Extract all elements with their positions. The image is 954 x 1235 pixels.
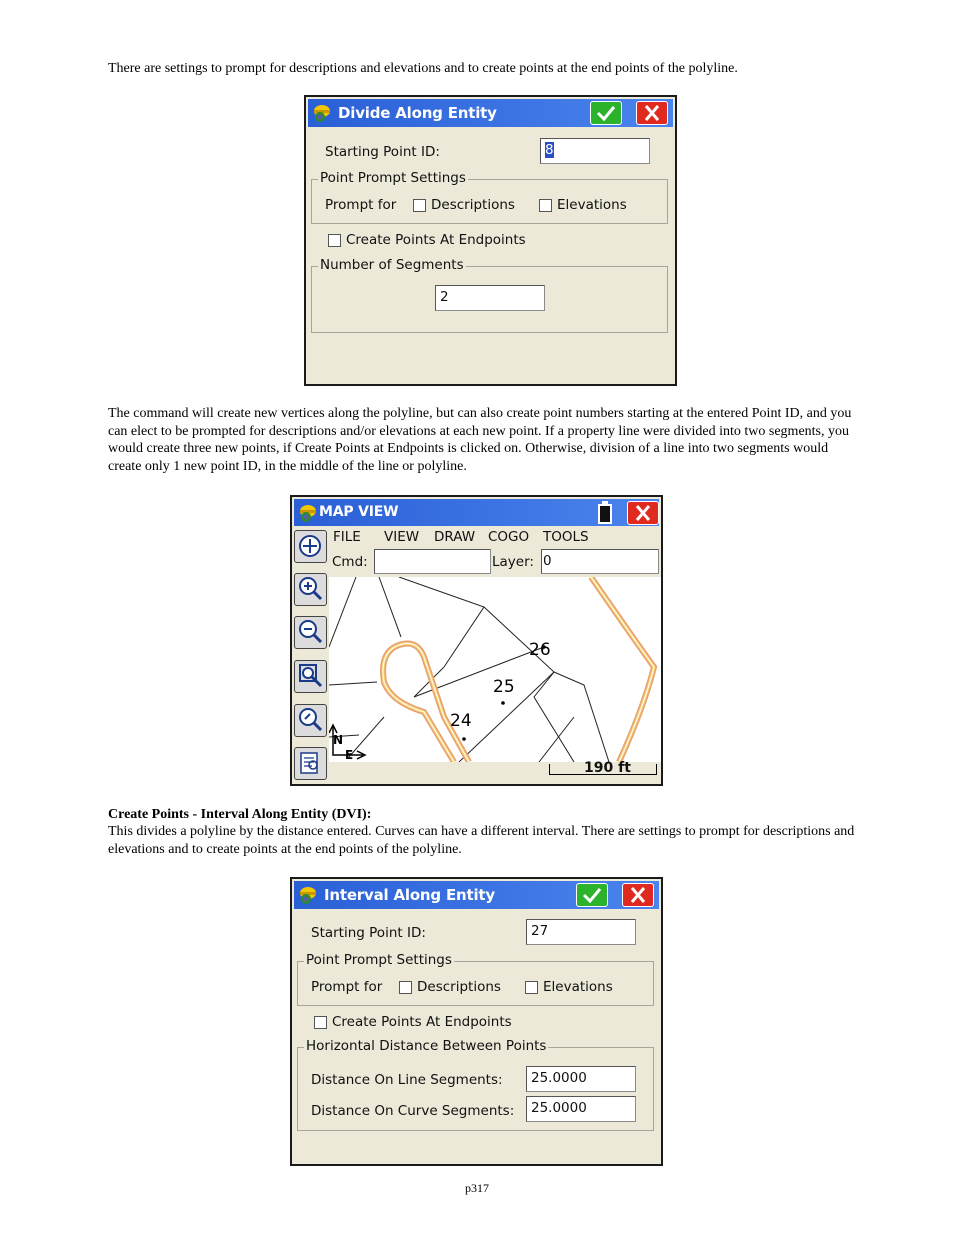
close-icon <box>633 504 653 522</box>
starting-point-input[interactable] <box>540 138 650 164</box>
zoom-previous-button[interactable] <box>294 704 327 737</box>
point-label-25: 25 <box>493 677 515 697</box>
cmd-input[interactable] <box>374 549 491 574</box>
menu-tools[interactable]: TOOLS <box>543 529 589 545</box>
starting-point-label: Starting Point ID: <box>325 144 440 160</box>
layers-icon <box>295 748 326 779</box>
surveyor-app-icon <box>297 884 319 906</box>
segments-group-title: Number of Segments <box>320 257 464 273</box>
dialog-title-bar <box>294 881 659 909</box>
east-label: E <box>345 748 354 762</box>
interval-paragraph: This divides a polyline by the distance entered. Curves can have a different interval. There are settings to prompt for descriptions and elevations and to create points at the end points of the polyline. <box>108 824 855 857</box>
scale-label: 190 ft <box>584 760 631 776</box>
point-label-24: 24 <box>450 711 472 731</box>
create-endpoints-label: Create Points At Endpoints <box>346 232 526 248</box>
pan-icon <box>295 531 326 562</box>
create-endpoints-checkbox[interactable] <box>314 1016 327 1029</box>
zoom-extents-button[interactable] <box>294 660 327 693</box>
segments-input[interactable]: 2 <box>435 285 545 311</box>
elevations-checkbox[interactable] <box>539 199 552 212</box>
close-icon <box>628 886 648 904</box>
curve-distance-label: Distance On Curve Segments: <box>311 1103 515 1119</box>
prompt-for-label: Prompt for <box>311 979 383 995</box>
description-paragraph: The command will create new vertices along the polyline, but can also create point numbers starting at the entered Point ID, and you can elect to be prompted for descriptions and/or elevations at each new point. If a property line were divided into two segments, you would create three new points, if Create Points at Endpoints is clicked on. Otherwise, division of a line into two segments would create only 1 new point ID, in the middle of the line or polyline. <box>108 406 852 474</box>
layer-input[interactable]: 0 <box>541 549 659 574</box>
cmd-label: Cmd: <box>332 554 368 570</box>
descriptions-label: Descriptions <box>417 979 501 995</box>
zoom-out-icon <box>295 617 326 648</box>
layers-tool-button[interactable] <box>294 747 327 780</box>
close-button[interactable] <box>622 883 654 907</box>
distance-group-title: Horizontal Distance Between Points <box>306 1038 547 1054</box>
dialog-title-bar <box>308 99 673 127</box>
create-endpoints-checkbox[interactable] <box>328 234 341 247</box>
page-number: p317 <box>465 1181 489 1195</box>
descriptions-label: Descriptions <box>431 197 515 213</box>
point-prompt-group-title: Point Prompt Settings <box>320 170 466 186</box>
surveyor-app-icon <box>297 502 319 524</box>
zoom-out-button[interactable] <box>294 616 327 649</box>
layer-label: Layer: <box>492 554 534 570</box>
surveyor-app-icon <box>311 102 333 124</box>
descriptions-checkbox[interactable] <box>413 199 426 212</box>
interval-along-entity-dialog <box>290 877 663 1166</box>
map-view-window <box>290 495 663 786</box>
elevations-label: Elevations <box>557 197 627 213</box>
intro-paragraph: There are settings to prompt for descriptions and elevations and to create points at the end points of the polyline. <box>108 61 738 76</box>
zoom-extents-icon <box>295 661 326 692</box>
point-label-26: 26 <box>529 640 551 660</box>
battery-icon <box>597 501 613 525</box>
section-heading: Create Points - Interval Along Entity (DVI): <box>108 807 372 822</box>
north-label: N <box>333 733 344 747</box>
line-distance-label: Distance On Line Segments: <box>311 1072 503 1088</box>
menu-view[interactable]: VIEW <box>384 529 420 545</box>
pan-tool-button[interactable] <box>294 530 327 563</box>
dialog-title: Interval Along Entity <box>324 886 495 904</box>
zoom-in-button[interactable] <box>294 573 327 606</box>
elevations-checkbox[interactable] <box>525 981 538 994</box>
starting-point-value: 8 <box>545 142 554 158</box>
menu-file[interactable]: FILE <box>333 529 361 545</box>
divide-along-entity-dialog <box>304 95 677 386</box>
elevations-label: Elevations <box>543 979 613 995</box>
ok-button[interactable] <box>590 101 622 125</box>
point-prompt-group-title: Point Prompt Settings <box>306 952 452 968</box>
zoom-in-icon <box>295 574 326 605</box>
close-button[interactable] <box>636 101 668 125</box>
map-title-bar <box>294 499 659 526</box>
close-button[interactable] <box>627 501 659 525</box>
checkmark-icon <box>582 886 602 904</box>
scale-area <box>329 762 661 782</box>
map-title: MAP VIEW <box>319 504 399 520</box>
curve-distance-input[interactable]: 25.0000 <box>526 1096 636 1122</box>
menu-cogo[interactable]: COGO <box>488 529 530 545</box>
close-icon <box>642 104 662 122</box>
starting-point-input[interactable]: 27 <box>526 919 636 945</box>
ok-button[interactable] <box>576 883 608 907</box>
prompt-for-label: Prompt for <box>325 197 397 213</box>
starting-point-label: Starting Point ID: <box>311 925 426 941</box>
dialog-title: Divide Along Entity <box>338 104 497 122</box>
create-endpoints-label: Create Points At Endpoints <box>332 1014 512 1030</box>
descriptions-checkbox[interactable] <box>399 981 412 994</box>
map-canvas[interactable] <box>329 577 661 762</box>
zoom-previous-icon <box>295 705 326 736</box>
checkmark-icon <box>596 104 616 122</box>
line-distance-input[interactable]: 25.0000 <box>526 1066 636 1092</box>
menu-draw[interactable]: DRAW <box>434 529 476 545</box>
